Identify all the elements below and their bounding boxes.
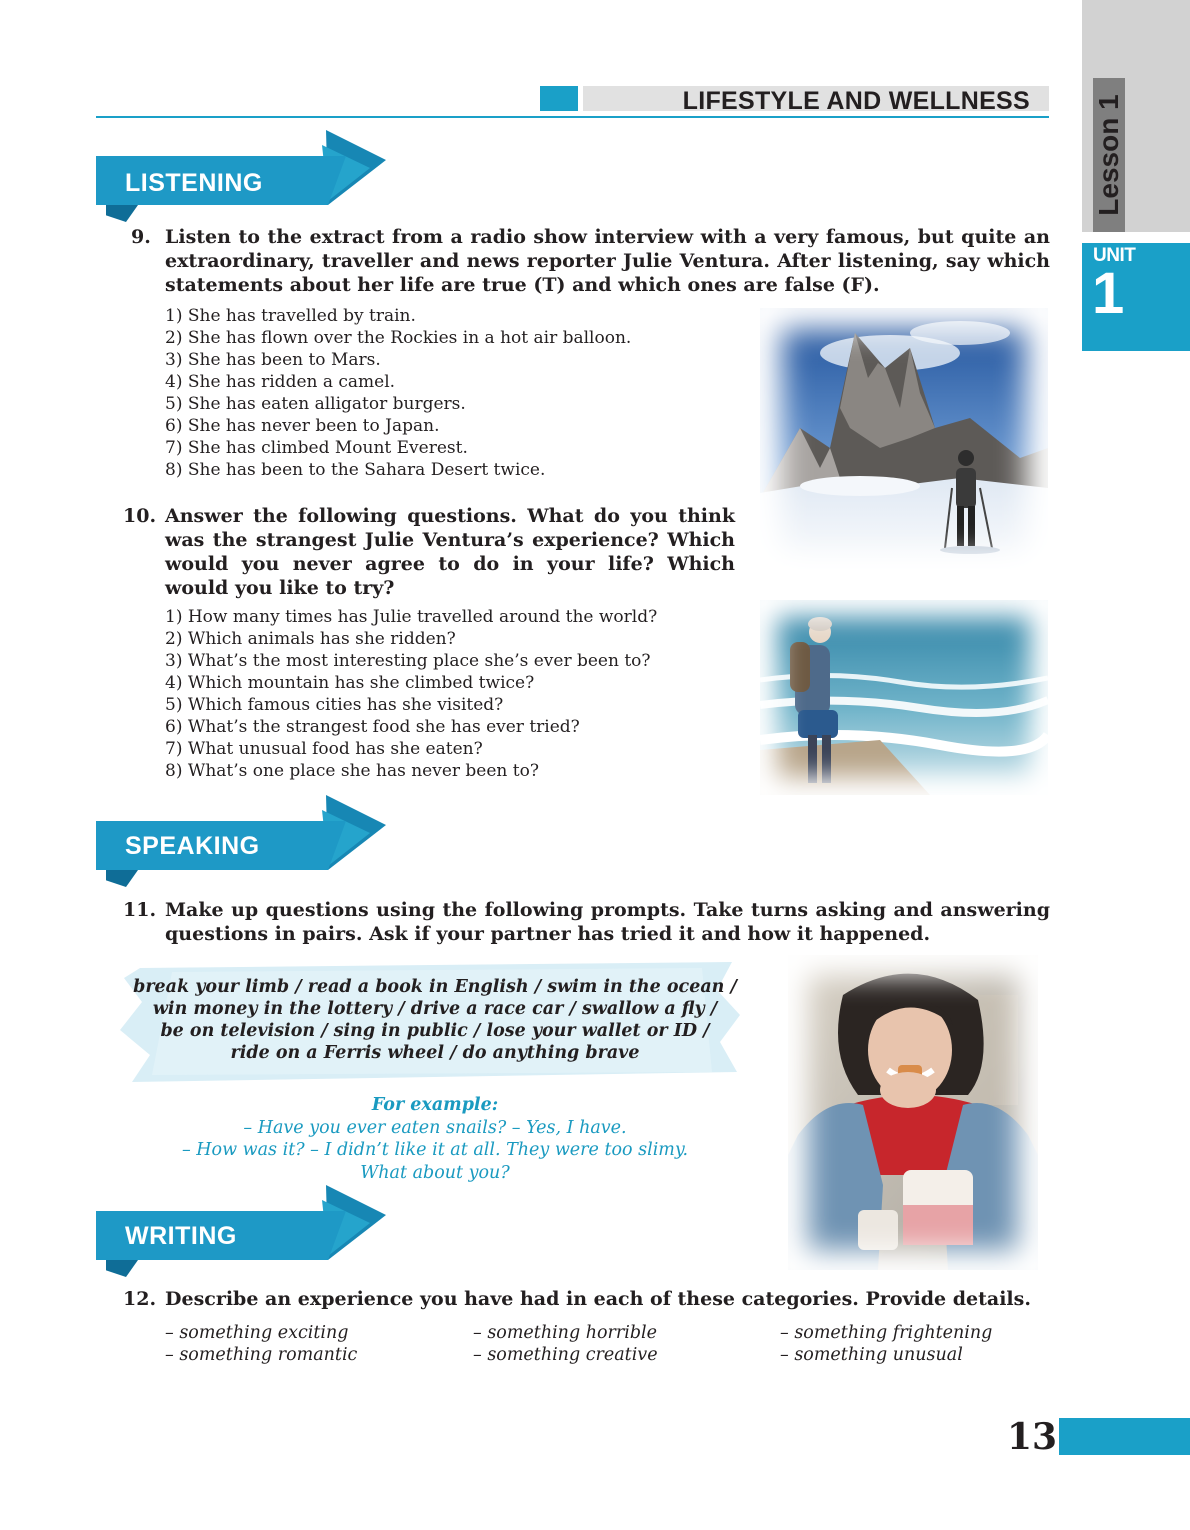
category-item: – something unusual (780, 1345, 963, 1365)
list-item: 7) What unusual food has she eaten? (165, 739, 483, 759)
writing-heading: WRITING (125, 1222, 237, 1250)
prompt-line: break your limb / read a book in English / swim in the ocean / (133, 977, 737, 997)
category-item: – something creative (473, 1345, 658, 1365)
list-item: 8) She has been to the Sahara Desert twice. (165, 460, 546, 480)
example-line: – How was it? – I didn’t like it at all. They were too slimy. (181, 1140, 689, 1160)
example-line: What about you? (360, 1162, 510, 1183)
list-item: 3) What’s the most interesting place she’s ever been to? (165, 651, 651, 671)
page-title: LIFESTYLE AND WELLNESS (682, 87, 1030, 115)
speaking-heading: SPEAKING (125, 832, 260, 860)
listening-banner (96, 130, 396, 225)
smiling-woman-photo (788, 955, 1038, 1270)
example-line: – Have you ever eaten snails? – Yes, I have. (243, 1117, 627, 1138)
exercise-11-number: 11. (123, 899, 157, 921)
category-item: – something exciting (165, 1323, 349, 1343)
exercise-9-instruction: Listen to the extract from a radio show interview with a very famous, but quite an extraordinary, traveller and news reporter Julie Ventura. After listening, say which statements about her life are true (T) and which ones are false (F). (165, 226, 1050, 296)
prompt-line: win money in the lottery / drive a race car / swallow a fly / (152, 999, 718, 1019)
category-item: – something horrible (473, 1323, 658, 1343)
exercise-11-instruction: Make up questions using the following prompts. Take turns asking and answering questions in pairs. Ask if your partner has tried it and how it happened. (165, 899, 1050, 945)
writing-banner (96, 1185, 396, 1280)
exercise-10-number: 10. (123, 505, 157, 527)
list-item: 7) She has climbed Mount Everest. (165, 438, 468, 458)
exercise-9 (123, 225, 1050, 297)
example-title: For example: (371, 1095, 499, 1115)
category-column-2 (473, 1322, 658, 1366)
list-item: 2) She has flown over the Rockies in a hot air balloon. (165, 328, 632, 348)
exercise-12-number: 12. (123, 1288, 157, 1310)
exercise-10-instruction: Answer the following questions. What do you think was the strangest Julie Ventura’s experience? Which would you never agree to do in your life? Which would you like to try? (165, 505, 735, 599)
exercise-9-list (165, 305, 631, 481)
exercise-10 (123, 504, 735, 600)
list-item: 4) Which mountain has she climbed twice? (165, 673, 535, 693)
list-item: 2) Which animals has she ridden? (165, 629, 456, 649)
list-item: 5) Which famous cities has she visited? (165, 695, 504, 715)
category-column-3 (780, 1322, 992, 1366)
exercise-12-instruction: Describe an experience you have had in each of these categories. Provide details. (165, 1288, 1031, 1310)
prompt-list (130, 976, 740, 1064)
mountain-hiker-photo (760, 308, 1048, 580)
exercise-12 (123, 1287, 1050, 1311)
lesson-label: Lesson 1 (1093, 94, 1124, 216)
prompt-line: be on television / sing in public / lose your wallet or ID / (160, 1021, 710, 1041)
category-item: – something romantic (165, 1345, 358, 1365)
page-number: 13 (1007, 1416, 1058, 1458)
prompt-line: ride on a Ferris wheel / do anything brave (230, 1043, 640, 1063)
exercise-10-list (165, 606, 657, 782)
list-item: 5) She has eaten alligator burgers. (165, 394, 466, 414)
list-item: 4) She has ridden a camel. (165, 372, 396, 392)
category-column-1 (165, 1322, 357, 1366)
list-item: 3) She has been to Mars. (165, 350, 381, 370)
beach-traveller-photo (760, 600, 1048, 795)
header-rule (96, 116, 1049, 118)
list-item: 1) How many times has Julie travelled around the world? (165, 607, 658, 627)
header-accent-block (540, 86, 578, 111)
exercise-9-number: 9. (131, 226, 151, 248)
listening-heading: LISTENING (125, 169, 263, 197)
list-item: 6) What’s the strangest food she has ever tried? (165, 717, 580, 737)
list-item: 8) What’s one place she has never been to? (165, 761, 539, 781)
list-item: 1) She has travelled by train. (165, 306, 416, 326)
example-dialogue (140, 1094, 730, 1184)
category-item: – something frightening (780, 1323, 993, 1343)
list-item: 6) She has never been to Japan. (165, 416, 440, 436)
exercise-11 (123, 898, 1050, 946)
unit-number: 1 (1092, 261, 1125, 326)
speaking-banner (96, 795, 396, 890)
page-number-bar (1059, 1418, 1190, 1455)
unit-label: UNIT (1093, 245, 1136, 266)
